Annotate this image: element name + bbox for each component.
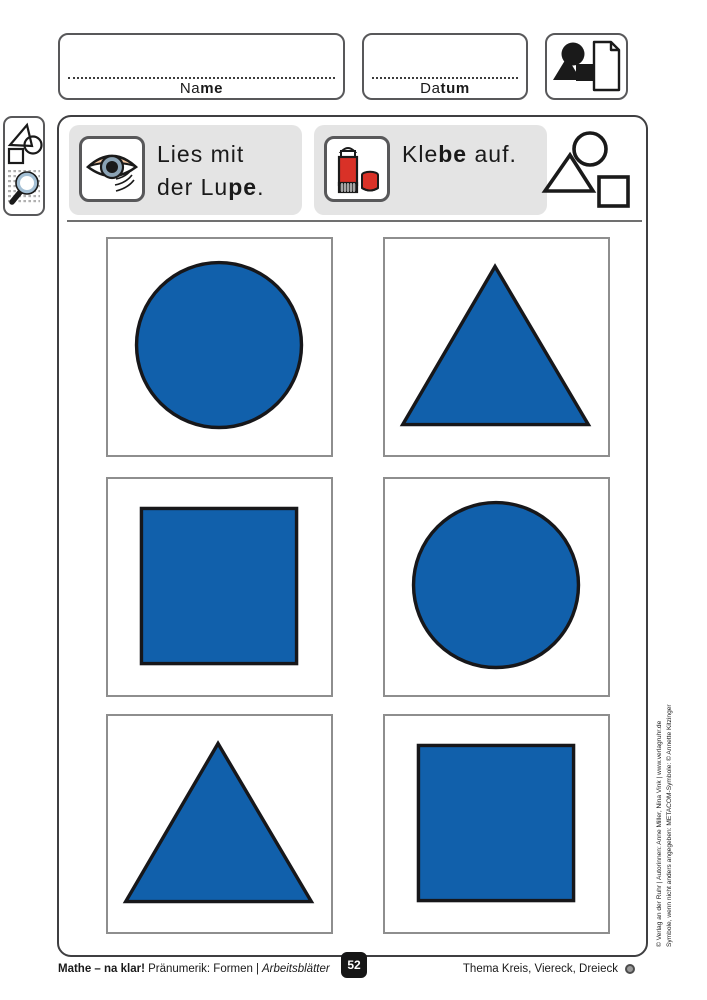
magnifier-shapes-icon — [5, 118, 43, 214]
instruction-read-box — [69, 125, 302, 215]
grid-cell-5 — [106, 714, 333, 934]
outline-shapes-icon — [537, 125, 649, 221]
name-write-line[interactable] — [68, 77, 335, 79]
copyright-line-1: © Verlag an der Ruhr | Autorinnen: Anne Miller, Nina Vink | www.verlagruhr.de — [656, 720, 663, 947]
date-write-line[interactable] — [372, 77, 518, 79]
grid-cell-4 — [383, 477, 610, 697]
name-field-box — [58, 33, 345, 100]
eye-icon — [82, 139, 142, 199]
page-number-badge: 52 — [341, 952, 367, 978]
shape-square — [108, 479, 331, 695]
instruction-read-text: Lies mit der Lupe. — [157, 141, 265, 200]
instruction-glue-box — [314, 125, 547, 215]
grid-cell-1 — [106, 237, 333, 457]
shape-triangle — [108, 716, 331, 932]
footer-series-info: Mathe – na klar! Pränumerik: Formen | Arbeitsblätter — [58, 963, 330, 975]
instruction-glue-text: Klebe auf. — [402, 141, 517, 167]
name-label: Name — [179, 80, 224, 97]
shape-triangle — [385, 239, 608, 455]
date-label: Datum — [420, 80, 470, 97]
grid-cell-3 — [106, 477, 333, 697]
copyright-sidebar-text — [655, 677, 675, 947]
grid-cell-2 — [383, 237, 610, 457]
shapes-document-icon-box — [545, 33, 628, 100]
glue-icon-tile — [324, 136, 390, 202]
header-divider — [67, 220, 642, 222]
shape-circle — [385, 479, 608, 695]
worksheet-frame — [57, 115, 648, 957]
copyright-line-2: Symbole, wenn nicht anders angegeben: METACOM-Symbole: © Annette Kitzinger — [666, 704, 673, 947]
grid-cell-6 — [383, 714, 610, 934]
footer-dot-icon — [625, 964, 635, 974]
footer-topic: Thema Kreis, Viereck, Dreieck — [462, 963, 618, 975]
glue-stick-icon — [327, 139, 387, 199]
margin-magnifier-symbol-box — [3, 116, 45, 216]
shape-circle — [108, 239, 331, 455]
eye-icon-tile — [79, 136, 145, 202]
shapes-document-icon — [547, 35, 626, 98]
shape-square — [385, 716, 608, 932]
date-field-box — [362, 33, 528, 100]
